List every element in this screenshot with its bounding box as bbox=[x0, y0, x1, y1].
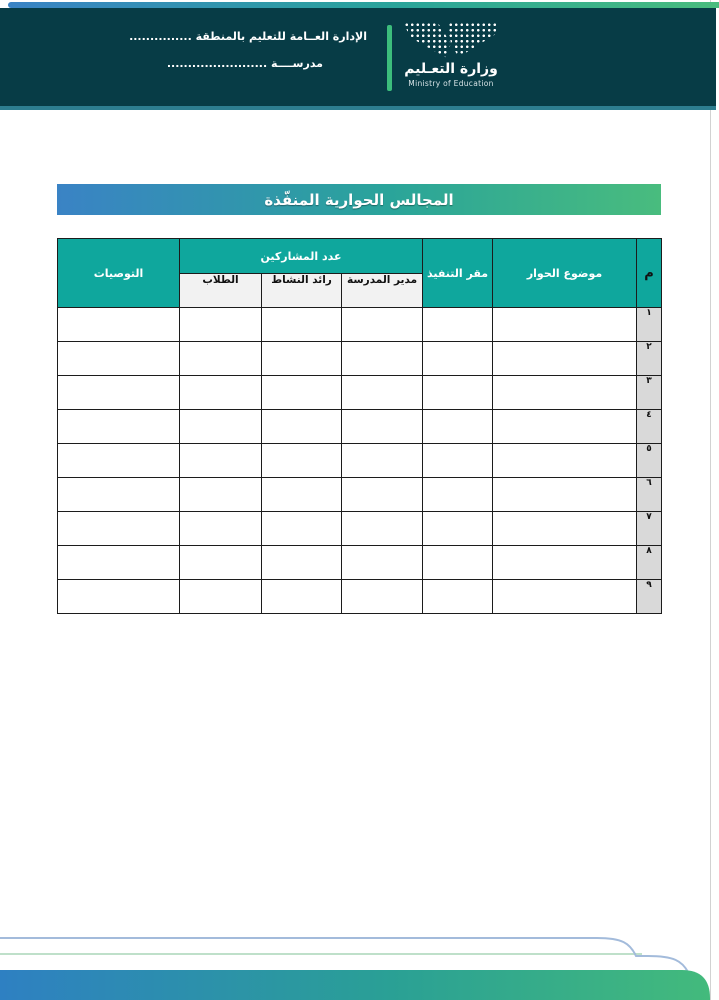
school-line: مدرســــة ........................ bbox=[166, 57, 323, 70]
cell-venue bbox=[423, 546, 493, 580]
cell-topic bbox=[493, 376, 637, 410]
cell-activity-leader bbox=[262, 342, 342, 376]
col-header-recommendations: التوصيات bbox=[58, 239, 180, 308]
row-number-cell: ٧ bbox=[637, 512, 662, 546]
logo-divider-bar bbox=[387, 25, 392, 91]
col-header-principal: مدير المدرسة bbox=[342, 274, 423, 308]
cell-venue bbox=[423, 512, 493, 546]
cell-students bbox=[180, 410, 262, 444]
row-number-cell: ٦ bbox=[637, 478, 662, 512]
ministry-name-english: Ministry of Education bbox=[408, 79, 494, 88]
cell-students bbox=[180, 342, 262, 376]
cell-activity-leader bbox=[262, 478, 342, 512]
cell-topic bbox=[493, 342, 637, 376]
row-number-cell: ٤ bbox=[637, 410, 662, 444]
cell-venue bbox=[423, 410, 493, 444]
cell-recommendations bbox=[58, 444, 180, 478]
cell-recommendations bbox=[58, 376, 180, 410]
cell-recommendations bbox=[58, 478, 180, 512]
cell-venue bbox=[423, 444, 493, 478]
row-number-cell: ٥ bbox=[637, 444, 662, 478]
cell-recommendations bbox=[58, 580, 180, 614]
report-title-bar bbox=[57, 184, 661, 215]
cell-recommendations bbox=[58, 546, 180, 580]
cell-principal bbox=[342, 342, 423, 376]
table-row bbox=[58, 342, 662, 376]
col-header-activity-leader: رائد النشاط bbox=[262, 274, 342, 308]
col-header-students: الطلاب bbox=[180, 274, 262, 308]
table-row bbox=[58, 580, 662, 614]
cell-recommendations bbox=[58, 410, 180, 444]
cell-principal bbox=[342, 410, 423, 444]
footer-gradient-band bbox=[0, 970, 710, 1000]
department-line: الإدارة العــامة للتعليم بالمنطقة ............... bbox=[129, 30, 367, 43]
cell-activity-leader bbox=[262, 444, 342, 478]
ministry-logo bbox=[402, 22, 500, 88]
cell-principal bbox=[342, 444, 423, 478]
cell-venue bbox=[423, 342, 493, 376]
cell-topic bbox=[493, 308, 637, 342]
table-row bbox=[58, 376, 662, 410]
cell-topic bbox=[493, 512, 637, 546]
cell-recommendations bbox=[58, 308, 180, 342]
header-band bbox=[0, 8, 716, 110]
table-row bbox=[58, 410, 662, 444]
cell-activity-leader bbox=[262, 308, 342, 342]
row-number-cell: ٢ bbox=[637, 342, 662, 376]
ministry-logo-icon bbox=[404, 22, 498, 58]
table-row bbox=[58, 512, 662, 546]
row-number-cell: ١ bbox=[637, 308, 662, 342]
cell-topic bbox=[493, 444, 637, 478]
cell-principal bbox=[342, 478, 423, 512]
ministry-name-arabic: وزارة التعـليم bbox=[404, 61, 498, 77]
cell-activity-leader bbox=[262, 512, 342, 546]
table-row bbox=[58, 308, 662, 342]
row-number-cell: ٨ bbox=[637, 546, 662, 580]
cell-venue bbox=[423, 308, 493, 342]
row-number-cell: ٩ bbox=[637, 580, 662, 614]
cell-recommendations bbox=[58, 512, 180, 546]
cell-students bbox=[180, 376, 262, 410]
cell-students bbox=[180, 546, 262, 580]
col-header-topic: موضوع الحوار bbox=[493, 239, 637, 308]
cell-activity-leader bbox=[262, 410, 342, 444]
cell-principal bbox=[342, 308, 423, 342]
cell-principal bbox=[342, 546, 423, 580]
row-number-cell: ٣ bbox=[637, 376, 662, 410]
top-gradient-strip bbox=[8, 2, 719, 8]
cell-students bbox=[180, 478, 262, 512]
cell-topic bbox=[493, 410, 637, 444]
cell-recommendations bbox=[58, 342, 180, 376]
cell-activity-leader bbox=[262, 580, 342, 614]
col-header-number: م bbox=[637, 239, 662, 308]
header-text-block bbox=[95, 30, 367, 70]
cell-venue bbox=[423, 580, 493, 614]
cell-activity-leader bbox=[262, 376, 342, 410]
footer-decoration bbox=[0, 930, 719, 1000]
table-row bbox=[58, 444, 662, 478]
dialogue-councils-table bbox=[57, 238, 662, 614]
cell-principal bbox=[342, 580, 423, 614]
cell-venue bbox=[423, 478, 493, 512]
cell-principal bbox=[342, 376, 423, 410]
table-row bbox=[58, 546, 662, 580]
page-edge-line bbox=[710, 0, 711, 1000]
report-title: المجالس الحوارية المنفّذة bbox=[264, 190, 454, 209]
col-header-participants-group: عدد المشاركين bbox=[180, 239, 423, 274]
table-row bbox=[58, 478, 662, 512]
cell-venue bbox=[423, 376, 493, 410]
cell-topic bbox=[493, 580, 637, 614]
cell-activity-leader bbox=[262, 546, 342, 580]
cell-students bbox=[180, 580, 262, 614]
cell-topic bbox=[493, 478, 637, 512]
cell-topic bbox=[493, 546, 637, 580]
cell-students bbox=[180, 444, 262, 478]
cell-students bbox=[180, 512, 262, 546]
cell-students bbox=[180, 308, 262, 342]
cell-principal bbox=[342, 512, 423, 546]
col-header-venue: مقر التنفيذ bbox=[423, 239, 493, 308]
